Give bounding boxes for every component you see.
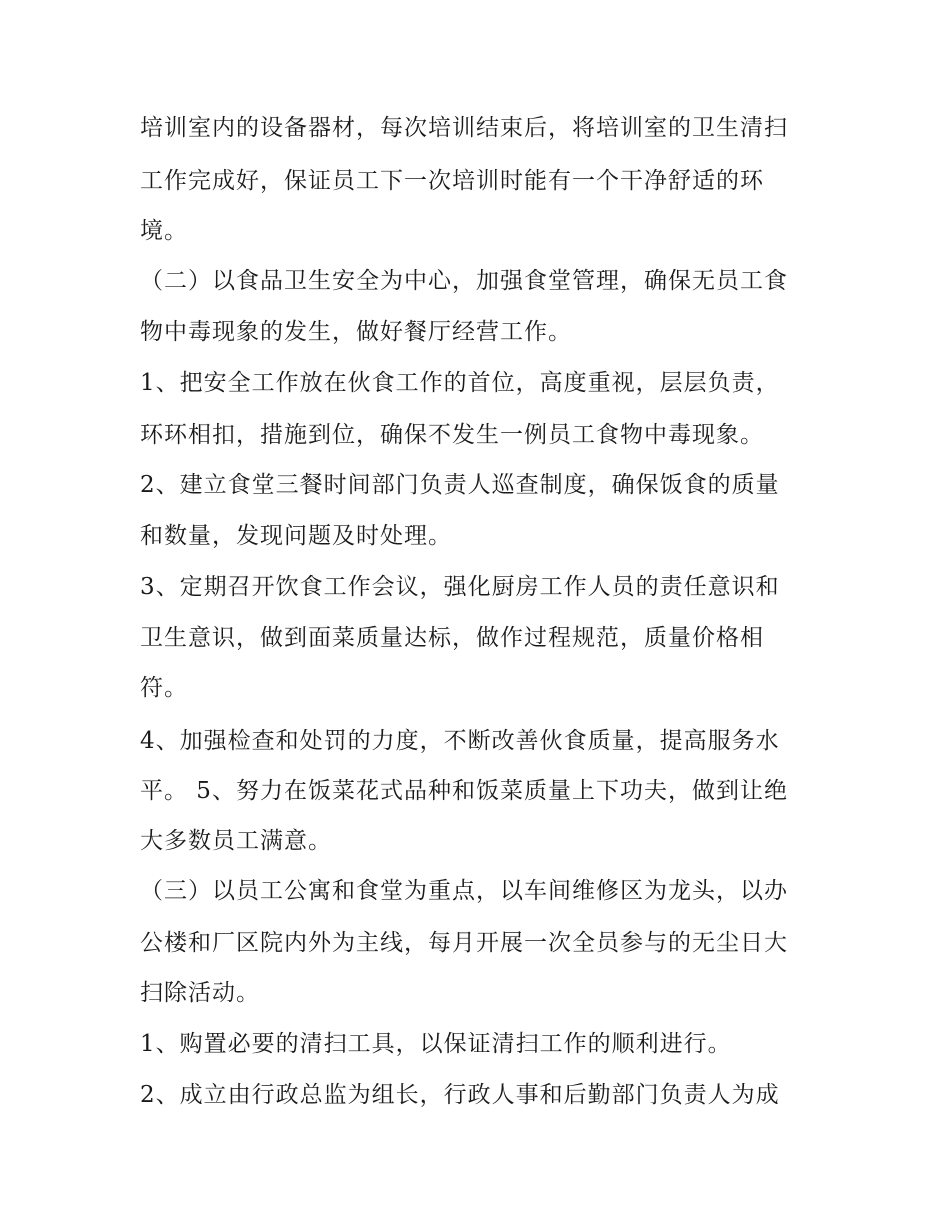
- text-line: 扫除活动。: [140, 980, 260, 1006]
- text-line: 1、把安全工作放在伙食工作的首位，高度重视，层层负责，: [140, 370, 780, 396]
- text-line: 1、购置必要的清扫工具，以保证清扫工作的顺利进行。: [140, 1031, 732, 1057]
- text-line: 环环相扣，措施到位，确保不发生一例员工食物中毒现象。: [140, 422, 764, 448]
- text-line: 境。: [140, 218, 188, 244]
- text-line: 工作完成好，保证员工下一次培训时能有一个干净舒适的环: [140, 168, 764, 194]
- text-line: （二）以食品卫生安全为中心，加强食堂管理，确保无员工食: [140, 268, 788, 294]
- text-line: 2、建立食堂三餐时间部门负责人巡查制度，确保饭食的质量: [140, 472, 780, 498]
- text-line: 培训室内的设备器材，每次培训结束后，将培训室的卫生清扫: [140, 115, 788, 141]
- text-line: 4、加强检查和处罚的力度，不断改善伙食质量，提高服务水: [140, 728, 780, 754]
- text-line: 符。: [140, 675, 188, 701]
- text-line: 和数量，发现问题及时处理。: [140, 523, 452, 549]
- text-line: 物中毒现象的发生，做好餐厅经营工作。: [140, 319, 572, 345]
- text-line: 3、定期召开饮食工作会议，强化厨房工作人员的责任意识和: [140, 574, 780, 600]
- text-line: 大多数员工满意。: [140, 828, 332, 854]
- text-line: 卫生意识，做到面菜质量达标，做作过程规范，质量价格相: [140, 625, 764, 651]
- text-line: 平。 5、努力在饭菜花式品种和饭菜质量上下功夫，做到让绝: [140, 778, 788, 804]
- text-line: 公楼和厂区院内外为主线，每月开展一次全员参与的无尘日大: [140, 930, 788, 956]
- text-line: （三）以员工公寓和食堂为重点，以车间维修区为龙头，以办: [140, 878, 788, 904]
- text-line: 2、成立由行政总监为组长，行政人事和后勤部门负责人为成: [140, 1082, 780, 1108]
